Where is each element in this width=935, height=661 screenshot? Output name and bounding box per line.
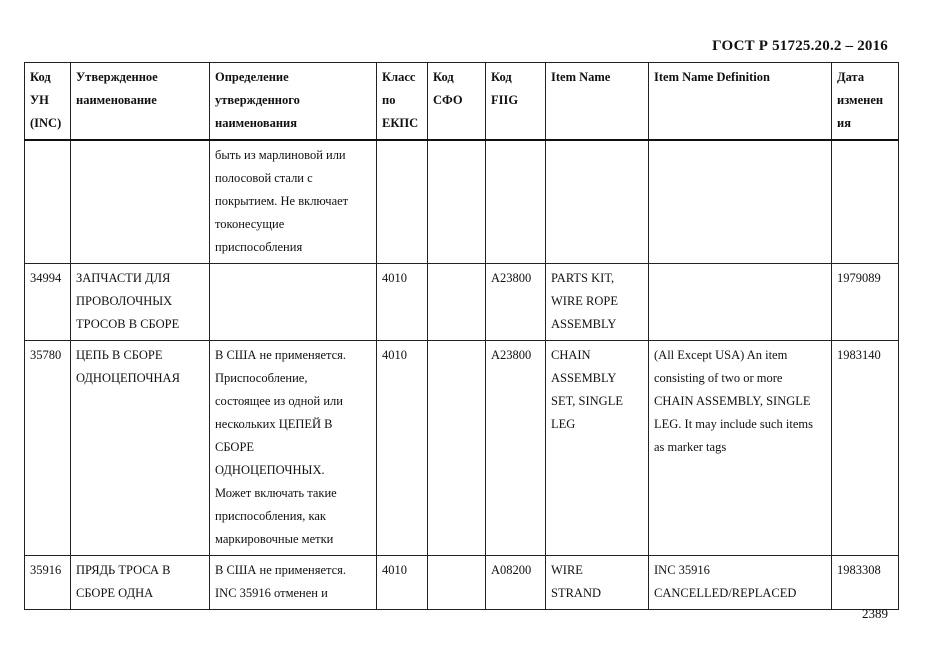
col-header-date: Дата изменен ия [832,63,899,141]
cell-item-name-definition [649,264,832,341]
cell-date [832,140,899,264]
cell-sfo [428,140,486,264]
cell-date: 1983140 [832,341,899,556]
col-header-item-name: Item Name [546,63,649,141]
cell-item-name: PARTS KIT, WIRE ROPE ASSEMBLY [546,264,649,341]
cell-approved-name: ПРЯДЬ ТРОСА В СБОРЕ ОДНА [71,556,210,610]
table-row [25,341,899,556]
cell-fiig: A23800 [486,264,546,341]
cell-fiig: A23800 [486,341,546,556]
cell-inc: 35780 [25,341,71,556]
cell-inc: 34994 [25,264,71,341]
cell-sfo [428,264,486,341]
col-header-approved-name: Утвержденное наименование [71,63,210,141]
col-header-item-name-definition: Item Name Definition [649,63,832,141]
cell-item-name: CHAIN ASSEMBLY SET, SINGLE LEG [546,341,649,556]
cell-inc: 35916 [25,556,71,610]
cell-date: 1979089 [832,264,899,341]
col-header-sfo: Код СФО [428,63,486,141]
cell-class [377,140,428,264]
col-header-inc: Код УН (INC) [25,63,71,141]
cell-class: 4010 [377,341,428,556]
cell-sfo [428,556,486,610]
table-row [25,264,899,341]
table-row [25,556,899,610]
cell-fiig [486,140,546,264]
cell-sfo [428,341,486,556]
cell-definition: В США не применяется. Приспособление, состоящее из одной или нескольких ЦЕПЕЙ В СБОРЕ ОДНОЦЕПОЧНЫХ. Может включать такие приспособления, как маркировочные метки [210,341,377,556]
cell-definition: В США не применяется. INC 35916 отменен и [210,556,377,610]
cell-item-name-definition: INC 35916 CANCELLED/REPLACED [649,556,832,610]
table-header-row [25,63,899,141]
cell-fiig: A08200 [486,556,546,610]
cell-item-name: WIRE STRAND [546,556,649,610]
cell-inc [25,140,71,264]
cell-definition [210,264,377,341]
standard-header: ГОСТ Р 51725.20.2 – 2016 [712,38,888,54]
classification-table [24,62,899,610]
cell-approved-name: ЗАПЧАСТИ ДЛЯ ПРОВОЛОЧНЫХ ТРОСОВ В СБОРЕ [71,264,210,341]
cell-approved-name [71,140,210,264]
table-row [25,140,899,264]
cell-approved-name: ЦЕПЬ В СБОРЕ ОДНОЦЕПОЧНАЯ [71,341,210,556]
cell-date: 1983308 [832,556,899,610]
col-header-fiig: Код FIIG [486,63,546,141]
cell-definition: быть из марлиновой или полосовой стали с покрытием. Не включает токонесущие приспособления [210,140,377,264]
cell-item-name [546,140,649,264]
cell-item-name-definition [649,140,832,264]
col-header-definition: Определение утвержденного наименования [210,63,377,141]
page-number: 2389 [862,606,888,621]
cell-class: 4010 [377,264,428,341]
cell-class: 4010 [377,556,428,610]
col-header-class: Класс по ЕКПС [377,63,428,141]
cell-item-name-definition: (All Except USA) An item consisting of two or more CHAIN ASSEMBLY, SINGLE LEG. It may include such items as marker tags [649,341,832,556]
